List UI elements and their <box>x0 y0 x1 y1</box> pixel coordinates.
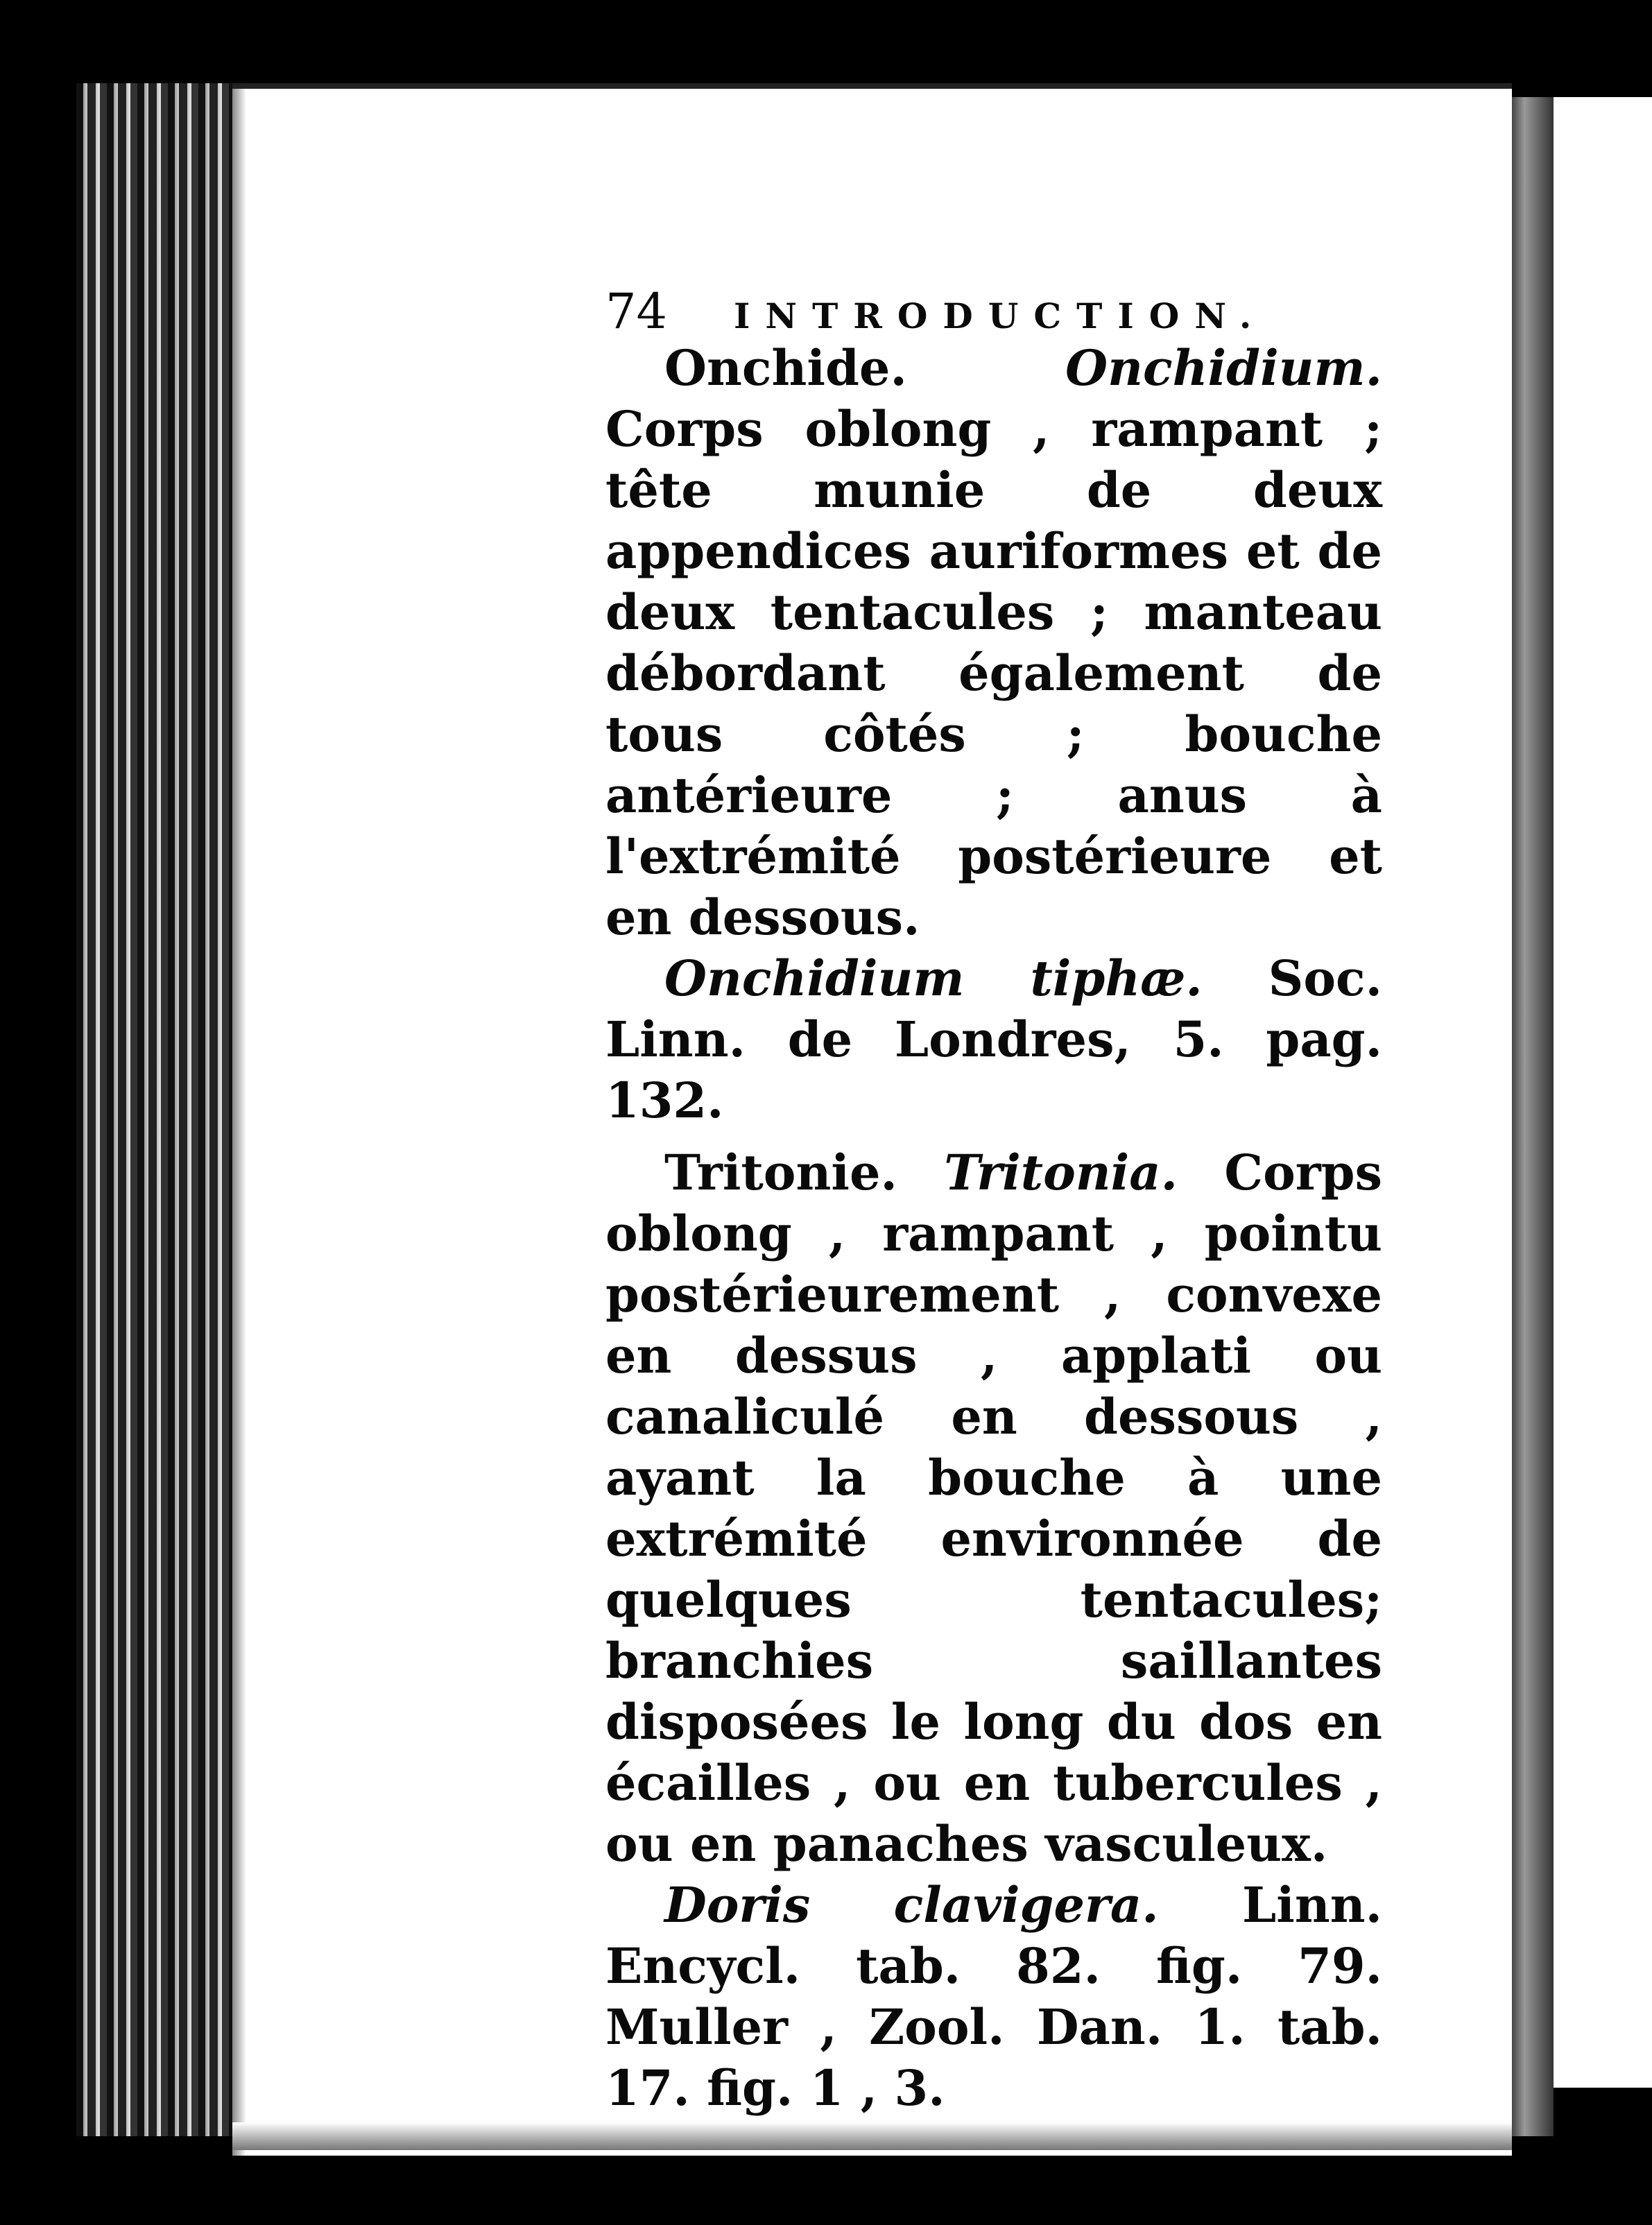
reference-species: Onchidium tiphæ. <box>664 950 1203 1007</box>
book-spine-edge <box>76 83 243 2136</box>
reference-text: Linn. Encycl. tab. 82. fig. 79. Muller , Zool. Dan. 1. tab. 17. fig. 1 , 3. <box>605 1876 1382 2117</box>
reference-text: Soc. Linn. de Londres, 5. pag. 132. <box>605 950 1382 1129</box>
text-block <box>605 281 1382 2119</box>
entry-onchide <box>605 338 1382 1131</box>
running-head: INTRODUCTION. <box>734 295 1267 336</box>
entry-latin-name: Tritonia. <box>944 1144 1178 1201</box>
entry-latin-name: Onchidium. <box>1065 339 1382 397</box>
page-number: 74 <box>605 283 668 340</box>
entry-reference <box>605 1875 1382 2119</box>
paragraph-gap <box>605 1131 1382 1142</box>
entry-description <box>605 1142 1382 1875</box>
entry-name: Tritonie. <box>664 1144 897 1201</box>
entry-tritonie <box>605 1142 1382 2119</box>
entry-description-text: Corps oblong , rampant ; tête munie de deux appendices auriformes et de deux tentacules ; manteau débordant également de tous côtés ; bouche antérieure ; anus à l'extrémité postérieure et en dessous. <box>605 400 1382 946</box>
page-gutter <box>1512 97 1554 2136</box>
entry-reference <box>605 948 1382 1131</box>
page-bottom-shadow <box>232 2122 1512 2150</box>
entry-description <box>605 338 1382 948</box>
reference-species: Doris clavigera. <box>664 1876 1159 1934</box>
entry-name: Onchide. <box>664 339 907 397</box>
page-header <box>605 281 1382 340</box>
facing-page-edge <box>1554 97 1652 2088</box>
entry-description-text: Corps oblong , rampant , pointu postérieurement , convexe en dessus , applati ou canaliculé en dessous , ayant la bouche à une extrémité environnée de quelques tentacules; branchies saillantes disposées le long du dos en écailles , ou en tubercules , ou en panaches vasculeux. <box>605 1144 1382 1873</box>
